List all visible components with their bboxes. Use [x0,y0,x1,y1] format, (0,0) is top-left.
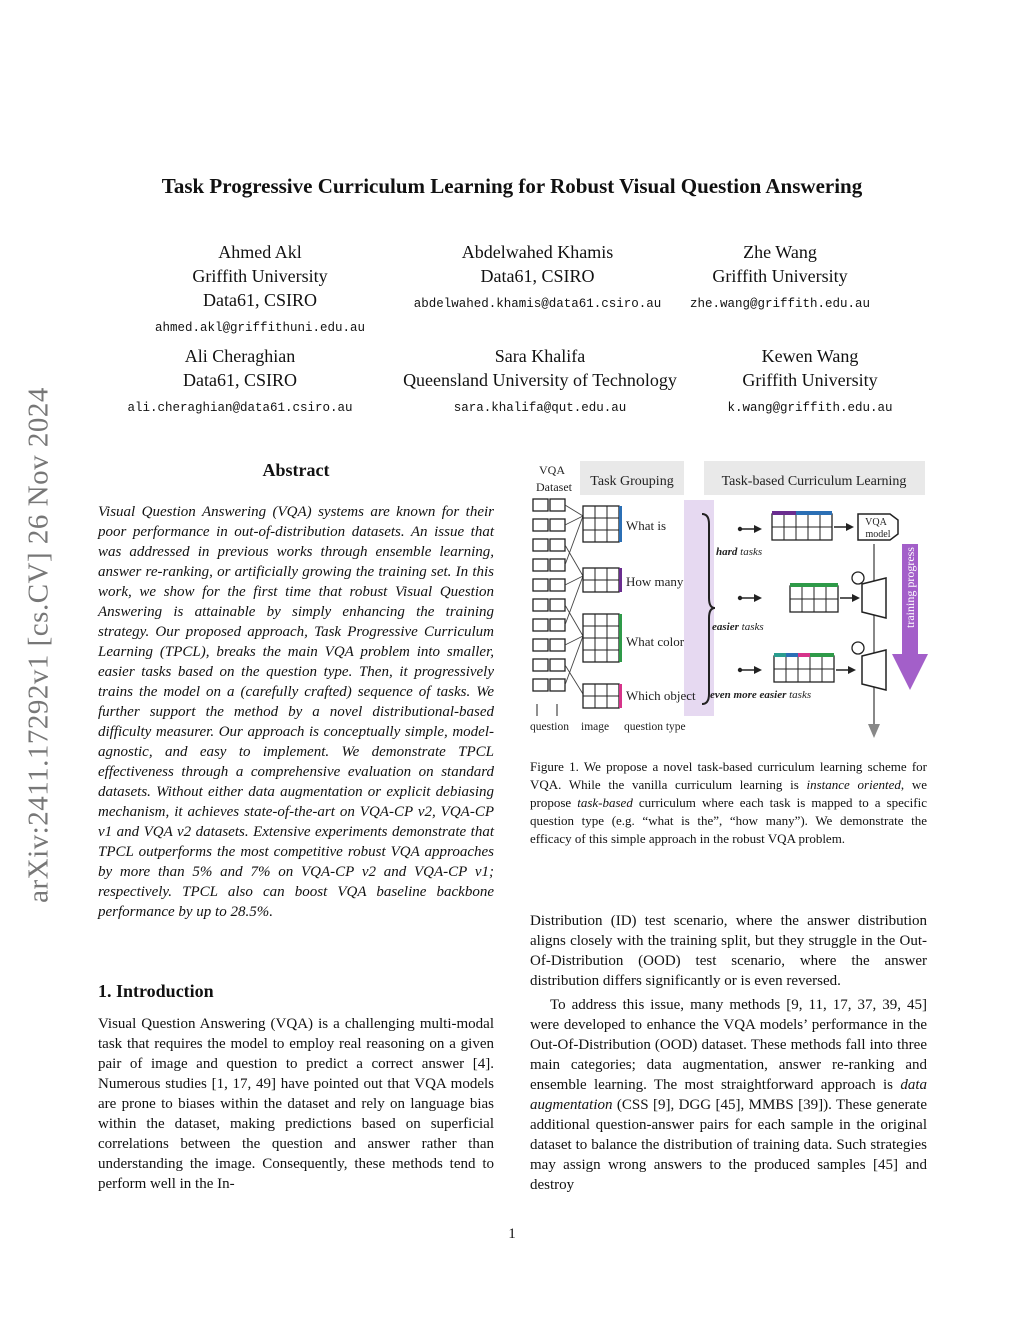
author-affiliation: Data61, CSIRO [480,266,595,286]
grouping-lines [565,505,583,694]
author-affiliation: Queensland University of Technology [403,370,677,390]
author-email[interactable]: k.wang@griffith.edu.au [727,401,893,415]
figure-1-diagram [528,458,928,740]
level-easiest-label: even more easier tasks [710,689,812,701]
author-affiliation: Griffith University [742,370,878,390]
paragraph-address: To address this issue, many methods [9, 11, 17, 37, 39, 45] were developed to enhance the VQA models’ performance in the Out-Of-Distribution (OOD) dataset. These methods fall into three main categories; data augmentation, answer re-ranking and ensemble learning. The most straightforward approach is data augmentation (CSS [9], DGG [45], MMBS [39]). These generate additional question-answer pairs for each sample in the original dataset to balance the distribution of training data. Such strategies may assign wrong answers to the produced samples [45] and destroy [530,997,927,1193]
author-block-4 [120,344,360,420]
author-email[interactable]: ahmed.akl@griffithuni.edu.au [154,321,366,335]
curriculum-row-hard [716,511,898,558]
author-name: Kewen Wang [761,346,859,366]
author-affiliation: Data61, CSIRO [183,370,297,390]
author-block-6 [700,344,920,420]
author-name: Abdelwahed Khamis [461,242,614,262]
author-email[interactable]: sara.khalifa@qut.edu.au [453,401,627,415]
group-what-is [583,506,666,542]
dataset-samples [533,499,565,691]
right-column-text [530,911,927,1195]
vqa-model-icon [862,650,886,690]
paragraph-distribution: Distribution (ID) test scenario, where the answer distribution aligns closely with the training split, but they struggle in the Out-Of-Distribution (OOD) test scenario, where the answer distribution differs significantly or is even reversed. [530,913,927,989]
author-block-5 [380,344,700,420]
bottom-label-image: image [581,721,610,733]
author-name: Ahmed Akl [218,242,302,262]
group-what-color [583,614,685,662]
header-grouping: Task Grouping [590,474,674,489]
bottom-label-question: question [530,721,569,733]
author-name: Zhe Wang [743,242,817,262]
author-email[interactable]: ali.cheraghian@data61.csiro.au [127,401,353,415]
page-number: 1 [508,1226,516,1242]
arxiv-identifier: arXiv:2411.17292v1 [cs.CV] 26 Nov 2024 [22,387,55,903]
author-name: Ali Cheraghian [184,346,296,366]
level-hard-label: hard tasks [716,546,763,558]
curriculum-row-easiest [710,642,886,701]
author-affiliation: Data61, CSIRO [203,290,317,310]
author-email[interactable]: abdelwahed.khamis@data61.csiro.au [413,297,662,311]
model-line-arrowhead [868,724,880,738]
group-which-object [583,684,696,708]
intro-text: Visual Question Answering (VQA) is a challenging multi-modal task that requires the model to employ real reasoning on a given pair of image and question to predict a correct answer [4]. Numerous studies [1, 17, 49] have pointed out that VQA models are prone to biases within the dataset and rely on language bias within the dataset, making predictions based on superficial correlations between the question and answer rather than understanding the image. Consequently, these methods tend to perform well in the In- [98,1016,494,1192]
curriculum-row-easier [712,572,886,633]
abstract-heading: Abstract [262,460,330,480]
arxiv-sidebar [14,345,64,945]
dataset-label-2: Dataset [536,480,572,494]
author-name: Sara Khalifa [494,346,586,366]
group-label-which-object: Which object [626,688,696,703]
author-block-1 [140,240,380,340]
author-block-2 [390,240,685,316]
author-affiliation: Griffith University [712,266,848,286]
author-block-3 [680,240,880,316]
paper-title: Task Progressive Curriculum Learning for Robust Visual Question Answering [161,174,863,198]
figure-1-caption: Figure 1. We propose a novel task-based curriculum learning scheme for VQA. While the vanilla curriculum learning is instance oriented, we propose task-based curriculum where each task is mapped to a specific question type (e.g. “what is the”, “how many”). We demonstrate the efficacy of this simple approach in the robust VQA problem. [530,759,927,846]
author-affiliation: Griffith University [192,266,328,286]
level-easier-label: easier tasks [712,621,764,633]
bottom-label-question-type: question type [624,721,686,733]
model-label-1: VQA [865,517,887,528]
group-label-what-color: What color [626,634,685,649]
model-label-2: model [865,529,891,540]
header-curriculum: Task-based Curriculum Learning [721,474,907,489]
vqa-model-icon [862,578,886,618]
author-email[interactable]: zhe.wang@griffith.edu.au [689,297,871,311]
group-how-many [583,568,684,592]
abstract-text: Visual Question Answering (VQA) systems are known for their poor performance in out-of-distribution datasets. An issue that was addressed in previous works through ensemble learning, answer re-ranking, or artificially growing the training set. In this work, we show for the first time that robust Visual Question Answering is attainable by simply enhancing the training strategy. Our proposed approach, Task Progressive Curriculum Learning (TPCL), breaks the main VQA problem into smaller, easier tasks based on the question type. Then, it progressively trains the model on a (carefully crafted) sequence of tasks. We further support the method by a novel distributional-based difficulty measurer. Our approach is conceptually simple, model-agnostic, and easy to implement. We demonstrate TPCL effectiveness through a comprehensive evaluation on standard datasets. Without either data augmentation or explicit debiasing mechanism, it achieves state-of-the-art on VQA-CP v2, VQA-CP v1 and VQA v2 datasets. Extensive experiments demonstrate that TPCL outperforms the most competitive robust VQA approaches by more than 5% and 7% on VQA-CP v2 and VQA-CP v1; respectively. TPCL also can boost VQA baseline backbone performance by up to 28.5%. [98,504,494,920]
group-label-what-is: What is [626,518,667,533]
dataset-label-1: VQA [539,463,565,477]
intro-heading: 1. Introduction [98,981,214,1001]
training-progress-label: training progress [903,547,917,628]
group-label-how-many: How many [626,574,684,589]
